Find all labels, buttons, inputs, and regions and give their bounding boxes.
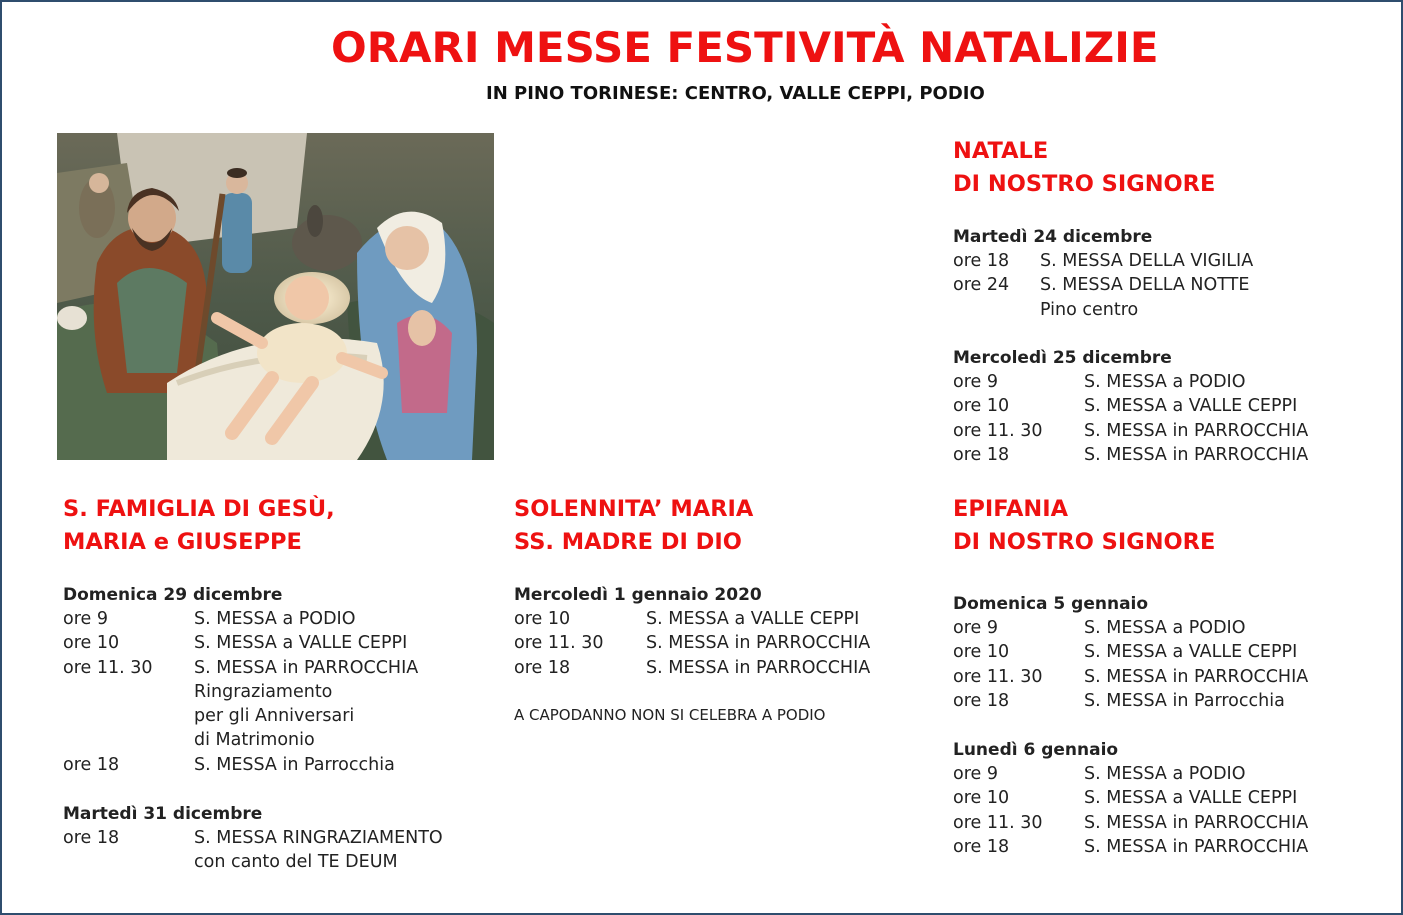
mass-description: con canto del TE DEUM [194,852,398,873]
time: ore 11. 30 [514,633,604,654]
day-label: Lunedì 6 gennaio [953,740,1119,760]
day-label: Mercoledì 1 gennaio 2020 [514,585,762,605]
epifania-heading-line1: EPIFANIA [953,496,1069,522]
mass-description: S. MESSA in Parrocchia [194,754,395,775]
mass-description: S. MESSA in PARROCCHIA [646,657,871,678]
schedule-row [953,689,1373,713]
natale-section [953,135,1215,201]
capodanno-note: A CAPODANNO NON SI CELEBRA A PODIO [514,706,826,724]
day-label: Domenica 5 gennaio [953,594,1149,614]
mass-description: S. MESSA in Parrocchia [1084,690,1285,711]
time: ore 24 [953,275,1010,296]
schedule-row [953,273,1373,297]
time: ore 10 [953,396,1010,417]
mass-description: S. MESSA in PARROCCHIA [1084,444,1309,465]
schedule-row [953,443,1373,467]
schedule-row [514,656,914,680]
time: ore 9 [953,618,998,638]
day-label: Domenica 29 dicembre [63,585,283,605]
mass-description: Ringraziamento [194,681,333,702]
famiglia-heading-line2: MARIA e GIUSEPPE [63,529,302,555]
time: ore 9 [953,764,998,784]
mass-description: S. MESSA a PODIO [1084,618,1246,638]
day-label: Martedì 24 dicembre [953,227,1153,247]
schedule-row [953,419,1373,443]
schedule-row [953,249,1373,273]
epifania-day2 [953,738,1373,859]
schedule-row [63,680,483,704]
epifania-heading-line2: DI NOSTRO SIGNORE [953,529,1216,555]
time: ore 18 [953,444,1010,465]
time: ore 10 [514,609,571,629]
epifania-day1 [953,592,1373,713]
solennita-heading-line2: SS. MADRE DI DIO [514,529,742,555]
mass-description: S. MESSA in PARROCCHIA [1084,836,1309,857]
time: ore 18 [63,828,120,848]
solennita-day1 [514,583,914,680]
schedule-row [63,631,483,655]
mass-description: S. MESSA a PODIO [1084,372,1246,392]
mass-description: S. MESSA a VALLE CEPPI [1084,642,1298,663]
schedule-row [63,704,483,728]
mass-description: di Matrimonio [194,730,315,751]
natale-heading-line1: NATALE [953,138,1049,164]
schedule-row [514,631,914,655]
famiglia-section [63,493,335,559]
schedule-row [953,616,1373,640]
schedule-row [63,753,483,777]
schedule-row [953,835,1373,859]
time: ore 9 [63,609,108,629]
mass-description: S. MESSA a VALLE CEPPI [1084,396,1298,417]
famiglia-day1 [63,583,483,777]
mass-description: S. MESSA a VALLE CEPPI [646,609,860,629]
mass-description: S. MESSA in PARROCCHIA [1084,812,1309,833]
page-subtitle: IN PINO TORINESE: CENTRO, VALLE CEPPI, PODIO [486,83,985,104]
schedule-row [953,811,1373,835]
page-title: ORARI MESSE FESTIVITÀ NATALIZIE [331,23,1159,72]
mass-description: per gli Anniversari [194,706,355,727]
mass-description: S. MESSA a VALLE CEPPI [1084,788,1298,809]
schedule-row [514,607,914,631]
schedule-row [63,850,483,874]
schedule-row [63,826,483,850]
schedule-row [63,607,483,631]
time: ore 18 [953,690,1010,711]
time: ore 18 [63,754,120,775]
mass-description: Pino centro [1040,299,1139,320]
mass-description: S. MESSA DELLA VIGILIA [1040,251,1254,271]
famiglia-day2 [63,802,483,875]
time: ore 11. 30 [953,812,1043,833]
time: ore 10 [953,788,1010,809]
mass-description: S. MESSA in PARROCCHIA [1084,666,1309,687]
mass-description: S. MESSA a PODIO [194,609,356,629]
famiglia-heading-line1: S. FAMIGLIA DI GESÙ, [63,496,335,522]
natale-day2 [953,346,1373,467]
mass-description: S. MESSA a VALLE CEPPI [194,633,408,654]
nativity-photo [57,133,494,460]
mass-description: S. MESSA in PARROCCHIA [194,657,419,678]
time: ore 18 [953,251,1010,271]
schedule-row [953,762,1373,786]
schedule-row [953,665,1373,689]
mass-description: S. MESSA in PARROCCHIA [1084,420,1309,441]
time: ore 10 [953,642,1010,663]
schedule-row [953,786,1373,810]
time: ore 11. 30 [63,657,153,678]
epifania-section [953,493,1215,559]
schedule-row [953,370,1373,394]
schedule-row [63,656,483,680]
mass-description: S. MESSA in PARROCCHIA [646,633,871,654]
schedule-row [953,394,1373,418]
time: ore 10 [63,633,120,654]
time: ore 18 [514,657,571,678]
time: ore 9 [953,372,998,392]
day-label: Martedì 31 dicembre [63,804,263,824]
natale-day1 [953,225,1373,322]
schedule-row [953,298,1373,322]
natale-heading-line2: DI NOSTRO SIGNORE [953,171,1216,197]
time: ore 11. 30 [953,420,1043,441]
mass-description: S. MESSA RINGRAZIAMENTO [194,828,443,848]
schedule-row [953,640,1373,664]
mass-description: S. MESSA a PODIO [1084,764,1246,784]
mass-description: S. MESSA DELLA NOTTE [1040,275,1250,296]
solennita-section [514,493,753,559]
schedule-row [63,728,483,752]
time: ore 18 [953,836,1010,857]
day-label: Mercoledì 25 dicembre [953,348,1172,368]
solennita-heading-line1: SOLENNITA’ MARIA [514,496,754,522]
time: ore 11. 30 [953,666,1043,687]
